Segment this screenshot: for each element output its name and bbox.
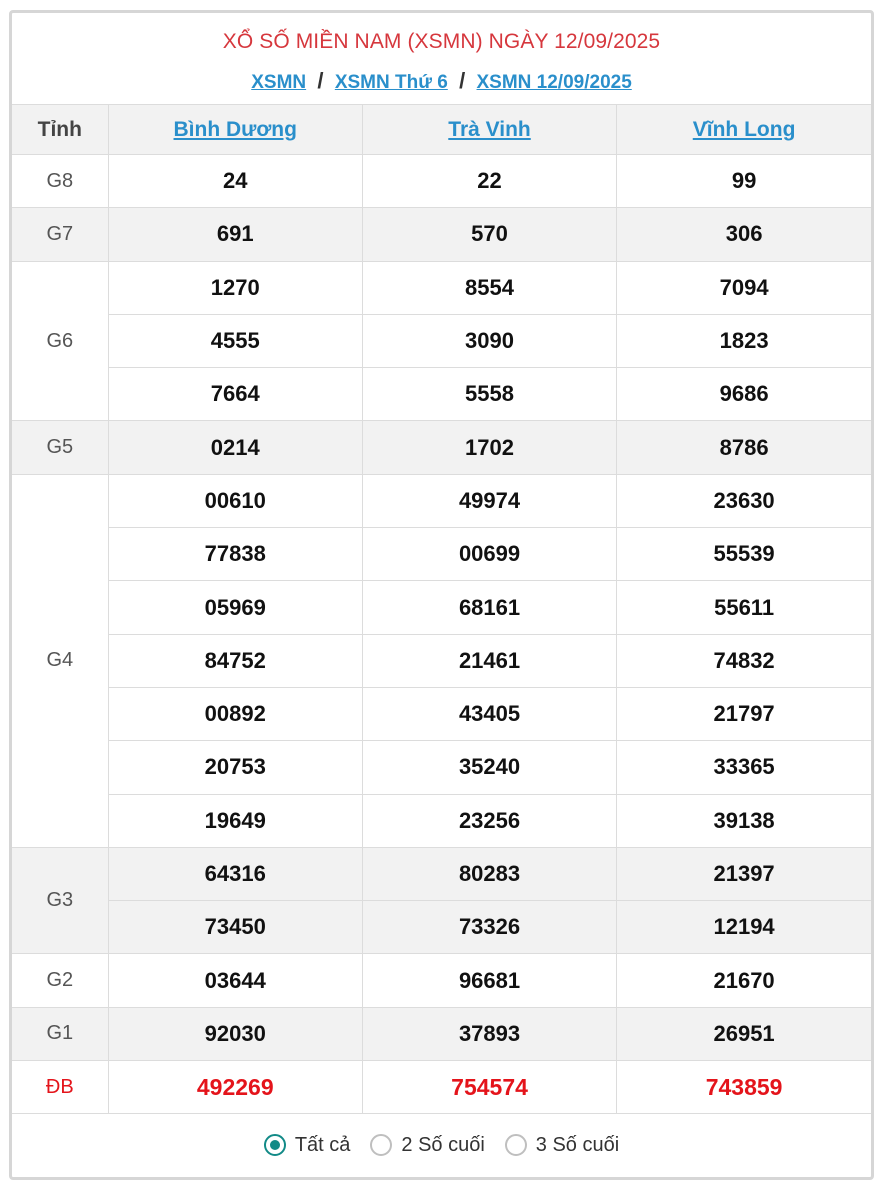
results-card <box>9 10 874 1180</box>
filter-option-label: 2 Số cuối <box>401 1133 485 1156</box>
breadcrumb-xsmn-date[interactable]: XSMN 12/09/2025 <box>476 72 632 93</box>
prize-number: 73326 <box>362 901 616 954</box>
breadcrumb-xsmn[interactable]: XSMN <box>251 72 307 93</box>
prize-label: ĐB <box>12 1061 108 1114</box>
prize-number: 1702 <box>362 421 616 474</box>
prize-number: 570 <box>362 208 616 261</box>
filter-option-label: Tất cả <box>294 1133 351 1156</box>
province-link-binh-duong[interactable]: Bình Dương <box>173 117 297 141</box>
table-row <box>12 208 871 261</box>
prize-number: 691 <box>108 208 362 261</box>
column-header-province <box>108 105 362 155</box>
filter-option-last-3[interactable] <box>505 1134 619 1157</box>
filter-option-last-2[interactable] <box>370 1134 484 1157</box>
prize-number: 84752 <box>108 634 362 687</box>
prize-number: 23630 <box>617 474 871 527</box>
results-body <box>12 155 871 1114</box>
prize-number: 37893 <box>362 1007 616 1060</box>
prize-number: 306 <box>617 208 871 261</box>
table-row <box>12 421 871 474</box>
prize-label: G7 <box>12 208 108 261</box>
column-header-province <box>362 105 616 155</box>
prize-number: 492269 <box>108 1061 362 1114</box>
prize-number: 43405 <box>362 687 616 740</box>
prize-number: 24 <box>108 155 362 208</box>
column-header-tinh: Tỉnh <box>12 105 108 155</box>
table-row <box>12 314 871 367</box>
results-header <box>12 13 871 104</box>
prize-number: 05969 <box>108 581 362 634</box>
prize-number: 3090 <box>362 314 616 367</box>
prize-number: 35240 <box>362 741 616 794</box>
radio-selected-icon[interactable] <box>264 1134 286 1156</box>
table-row <box>12 261 871 314</box>
page-title: XỔ SỐ MIỀN NAM (XSMN) NGÀY 12/09/2025 <box>222 30 661 53</box>
breadcrumb-xsmn-thu-6[interactable]: XSMN Thứ 6 <box>334 72 448 93</box>
prize-label: G8 <box>12 155 108 208</box>
prize-number: 96681 <box>362 954 616 1007</box>
prize-number: 55611 <box>617 581 871 634</box>
breadcrumb <box>12 68 871 94</box>
table-row <box>12 901 871 954</box>
digit-filter <box>12 1114 871 1176</box>
prize-number: 68161 <box>362 581 616 634</box>
province-link-tra-vinh[interactable]: Trà Vinh <box>448 117 531 141</box>
prize-number: 00892 <box>108 687 362 740</box>
prize-label: G6 <box>12 261 108 421</box>
breadcrumb-separator: / <box>317 68 324 93</box>
breadcrumb-separator: / <box>459 68 466 93</box>
province-link-vinh-long[interactable]: Vĩnh Long <box>692 117 796 141</box>
prize-number: 80283 <box>362 847 616 900</box>
table-row <box>12 687 871 740</box>
prize-number: 8554 <box>362 261 616 314</box>
table-row <box>12 741 871 794</box>
prize-number: 0214 <box>108 421 362 474</box>
prize-number: 74832 <box>617 634 871 687</box>
table-row <box>12 581 871 634</box>
prize-label: G3 <box>12 847 108 954</box>
prize-number: 8786 <box>617 421 871 474</box>
prize-number: 5558 <box>362 368 616 421</box>
table-row <box>12 634 871 687</box>
prize-number: 39138 <box>617 794 871 847</box>
prize-number: 00610 <box>108 474 362 527</box>
prize-number: 1270 <box>108 261 362 314</box>
table-row <box>12 794 871 847</box>
table-row <box>12 368 871 421</box>
results-table <box>12 104 871 1114</box>
prize-number: 4555 <box>108 314 362 367</box>
prize-number: 21461 <box>362 634 616 687</box>
prize-number: 20753 <box>108 741 362 794</box>
filter-option-all[interactable] <box>264 1134 351 1157</box>
prize-number: 77838 <box>108 528 362 581</box>
filter-option-label: 3 Số cuối <box>535 1133 620 1156</box>
prize-number: 73450 <box>108 901 362 954</box>
prize-label: G5 <box>12 421 108 474</box>
prize-number: 7664 <box>108 368 362 421</box>
table-row <box>12 474 871 527</box>
prize-number: 1823 <box>617 314 871 367</box>
table-row <box>12 954 871 1007</box>
prize-number: 03644 <box>108 954 362 1007</box>
table-row <box>12 528 871 581</box>
prize-number: 743859 <box>617 1061 871 1114</box>
prize-number: 26951 <box>617 1007 871 1060</box>
prize-number: 7094 <box>617 261 871 314</box>
prize-number: 00699 <box>362 528 616 581</box>
table-row <box>12 155 871 208</box>
prize-number: 33365 <box>617 741 871 794</box>
prize-label: G1 <box>12 1007 108 1060</box>
radio-icon[interactable] <box>505 1134 527 1156</box>
prize-number: 19649 <box>108 794 362 847</box>
prize-number: 55539 <box>617 528 871 581</box>
prize-number: 64316 <box>108 847 362 900</box>
table-header-row <box>12 105 871 155</box>
column-header-province <box>617 105 871 155</box>
table-row <box>12 1061 871 1114</box>
prize-number: 21670 <box>617 954 871 1007</box>
prize-number: 21397 <box>617 847 871 900</box>
radio-icon[interactable] <box>370 1134 392 1156</box>
prize-label: G4 <box>12 474 108 847</box>
table-row <box>12 1007 871 1060</box>
prize-label: G2 <box>12 954 108 1007</box>
prize-number: 22 <box>362 155 616 208</box>
prize-number: 21797 <box>617 687 871 740</box>
prize-number: 9686 <box>617 368 871 421</box>
table-row <box>12 847 871 900</box>
prize-number: 23256 <box>362 794 616 847</box>
prize-number: 92030 <box>108 1007 362 1060</box>
prize-number: 754574 <box>362 1061 616 1114</box>
prize-number: 99 <box>617 155 871 208</box>
prize-number: 12194 <box>617 901 871 954</box>
prize-number: 49974 <box>362 474 616 527</box>
